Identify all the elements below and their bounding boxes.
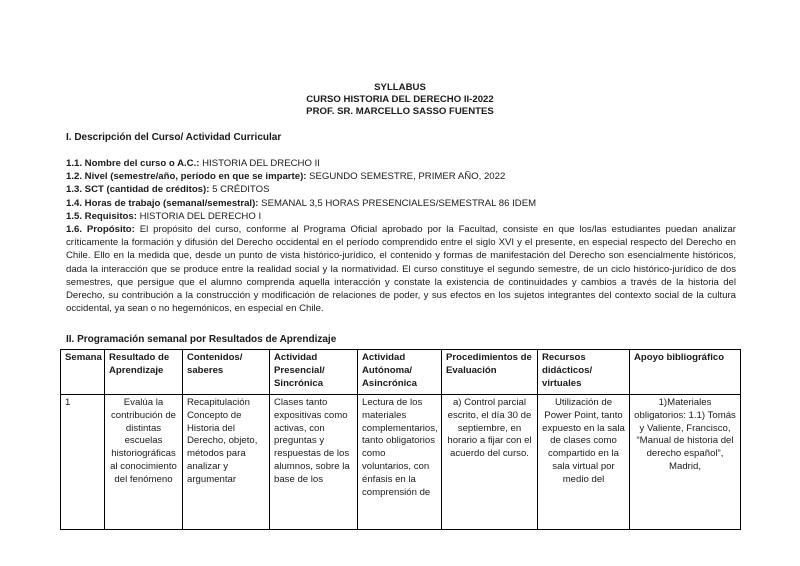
info-row — [66, 183, 736, 196]
section-2-title: II. Programación semanal por Resultados de Aprendizaje — [66, 334, 337, 345]
header-cell: Resultado de Aprendizaje — [105, 350, 183, 395]
table-cell: Evalúa la contribución de distintas escuelas historiográficas al conocimiento del fenómeno — [105, 395, 183, 530]
syllabus-header — [0, 82, 800, 118]
info-value: HISTORIA DEL DERECHO I — [136, 210, 262, 222]
header-cell: Recursos didácticos/ virtuales — [538, 350, 630, 395]
header-cell: Semana — [61, 350, 105, 395]
header-cell: Actividad Autónoma/ Asincrónica — [358, 350, 442, 395]
header-line-2: CURSO HISTORIA DEL DERECHO II-2022 — [306, 94, 494, 105]
course-info — [66, 157, 736, 315]
info-label: 1.2. Nivel (semestre/año, período en que se imparte): — [66, 171, 307, 183]
weekly-schedule-table — [60, 349, 741, 530]
header-cell: Actividad Presencial/ Sincrónica — [270, 350, 358, 395]
table-cell: Recapitulación Concepto de Historia del Derecho, objeto, métodos para analizar y argumentar — [183, 395, 270, 530]
table-header-row — [61, 350, 741, 395]
table-row — [61, 395, 741, 530]
info-label: 1.4. Horas de trabajo (semanal/semestral): — [66, 197, 259, 209]
info-row — [66, 170, 736, 183]
info-label: 1.6. Propósito: — [66, 224, 135, 236]
info-value: 5 CRÉDITOS — [209, 184, 270, 196]
header-cell: Apoyo bibliográfico — [630, 350, 741, 395]
table-cell: Clases tanto expositivas como activas, con preguntas y respuestas de los alumnos, sobre la base de los — [270, 395, 358, 530]
info-value: SEMANAL 3,5 HORAS PRESENCIALES/SEMESTRAL 86 IDEM — [258, 197, 537, 209]
header-line-1: SYLLABUS — [374, 82, 426, 93]
header-line-3: PROF. SR. MARCELLO SASSO FUENTES — [306, 106, 494, 117]
info-label: 1.1. Nombre del curso o A.C.: — [66, 158, 200, 169]
info-value: HISTORIA DEL DRECHO II — [199, 158, 320, 169]
info-row — [66, 157, 736, 170]
info-label: 1.5. Requisitos: — [66, 210, 137, 222]
header-cell: Procedimientos de Evaluación — [442, 350, 538, 395]
header-cell: Contenidos/ saberes — [183, 350, 270, 395]
table-cell: 1 — [61, 395, 105, 530]
table-cell: Utilización de Power Point, tanto expuesto en la sala de clases como compartido en la sala virtual por medio del — [538, 395, 630, 530]
section-1-title: I. Descripción del Curso/ Actividad Curricular — [66, 132, 282, 143]
purpose-paragraph — [66, 223, 736, 315]
info-row — [66, 197, 736, 210]
info-row — [66, 210, 736, 223]
table-cell: Lectura de los materiales complementarios, tanto obligatorios como voluntarios, con énfasis en la comprensión de — [358, 395, 442, 530]
table-cell: 1)Materiales obligatorios: 1.1) Tomás y Valiente, Francisco, “Manual de historia del derecho español”, Madrid, — [630, 395, 741, 530]
info-label: 1.3. SCT (cantidad de créditos): — [66, 184, 210, 196]
info-value: El propósito del curso, conforme al Programa Oficial aprobado por la Facultad, consiste en que los/las estudiantes puedan analizar críticamente la formación y difusión del Derecho occidental en el período comprendido entre el siglo XVI y el presente, en especial respecto del Derecho en Chile. Ello en la medida que, desde un punto de vista histórico-jurídico, el contenido y formas de manifestación del Derecho son esencialmente históricos, dada la interacción que se produce entre la realidad social y la normatividad. El curso constituye el segundo semestre, de un ciclo histórico-jurídico de dos semestres, que persigue que el alumno comprenda aquella interacción y constate la existencia de continuidades y cambios a través de la historia del Derecho, su contribución a la construcción y modificación de relaciones de poder, y sus efectos en los sujetos integrantes del contexto social de la cultura occidental, ya sean o no hegemónicos, en especial en Chile. — [66, 224, 736, 315]
info-value: SEGUNDO SEMESTRE, PRIMER AÑO, 2022 — [306, 171, 506, 183]
table-cell: a) Control parcial escrito, el día 30 de septiembre, en horario a fijar con el acuerdo del curso. — [442, 395, 538, 530]
